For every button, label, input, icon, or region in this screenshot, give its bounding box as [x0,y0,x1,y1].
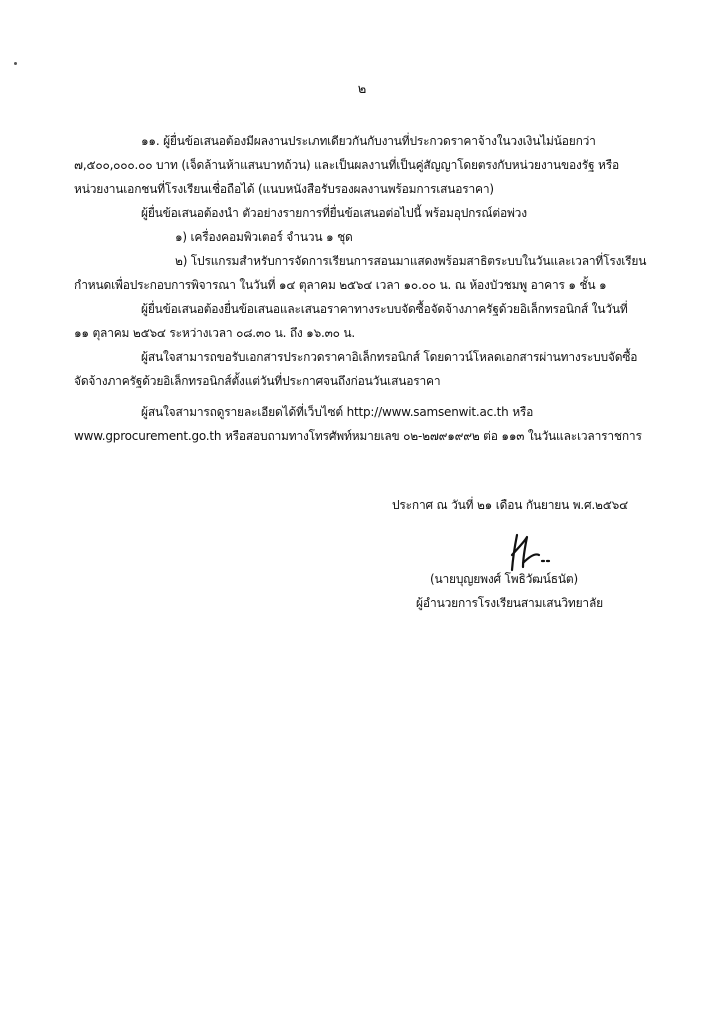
signer-title: ผู้อำนวยการโรงเรียนสามเสนวิทยาลัย [416,596,603,610]
info-line-1: ผู้สนใจสามารถดูรายละเอียดได้ที่เว็บไซต์ http://www.samsenwit.ac.th หรือ [141,405,534,419]
equipment-item-1: ๑) เครื่องคอมพิวเตอร์ จำนวน ๑ ชุด [175,230,353,244]
clause-11-line-2: ๗,๕๐๐,๐๐๐.๐๐ บาท (เจ็ดล้านห้าแสนบาทถ้วน) และเป็นผลงานที่เป็นคู่สัญญาโดยตรงกับหน่วยงานของรัฐ หรือ [74,158,619,172]
submission-line-2: ๑๑ ตุลาคม ๒๕๖๔ ระหว่างเวลา ๐๘.๓๐ น. ถึง ๑๖.๓๐ น. [74,326,355,340]
equipment-item-2-line-1: ๒) โปรแกรมสำหรับการจัดการเรียนการสอนมาแสดงพร้อมสาธิตระบบในวันและเวลาที่โรงเรียน [175,254,647,268]
equipment-item-2-line-2: กำหนดเพื่อประกอบการพิจารณา ในวันที่ ๑๔ ตุลาคม ๒๕๖๔ เวลา ๑๐.๐๐ น. ณ ห้องบัวชมพู อาคาร ๑ ชั้น ๑ [74,278,607,292]
info-line-2: www.gprocurement.go.th หรือสอบถามทางโทรศัพท์หมายเลข ๐๒-๒๗๙๑๙๙๒ ต่อ ๑๑๓ ในวันและเวลาราชการ [74,429,642,443]
equipment-intro: ผู้ยื่นข้อเสนอต้องนำ ตัวอย่างรายการที่ยื่นข้อเสนอต่อไปนี้ พร้อมอุปกรณ์ต่อพ่วง [141,206,527,220]
announcement-date: ประกาศ ณ วันที่ ๒๑ เดือน กันยายน พ.ศ.๒๕๖๔ [392,498,628,512]
submission-line-1: ผู้ยื่นข้อเสนอต้องยื่นข้อเสนอและเสนอราคาทางระบบจัดซื้อจัดจ้างภาครัฐด้วยอิเล็กทรอนิกส์ ในวันที่ [141,302,628,316]
signature-mark [503,533,551,573]
signer-name: (นายบุญยพงศ์ โพธิวัฒน์ธนัต) [430,572,578,586]
documents-line-1: ผู้สนใจสามารถขอรับเอกสารประกวดราคาอิเล็กทรอนิกส์ โดยดาวน์โหลดเอกสารผ่านทางระบบจัดซื้อ [141,350,638,364]
clause-11-line-1: ๑๑. ผู้ยื่นข้อเสนอต้องมีผลงานประเภทเดียวกันกับงานที่ประกวดราคาจ้างในวงเงินไม่น้อยกว่า [141,134,596,148]
page-number: ๒ [357,82,367,97]
documents-line-2: จัดจ้างภาครัฐด้วยอิเล็กทรอนิกส์ตั้งแต่วันที่ประกาศจนถึงก่อนวันเสนอราคา [74,374,441,388]
scan-dot [14,62,17,65]
clause-11-line-3: หน่วยงานเอกชนที่โรงเรียนเชื่อถือได้ (แนบหนังสือรับรองผลงานพร้อมการเสนอราคา) [74,182,494,196]
